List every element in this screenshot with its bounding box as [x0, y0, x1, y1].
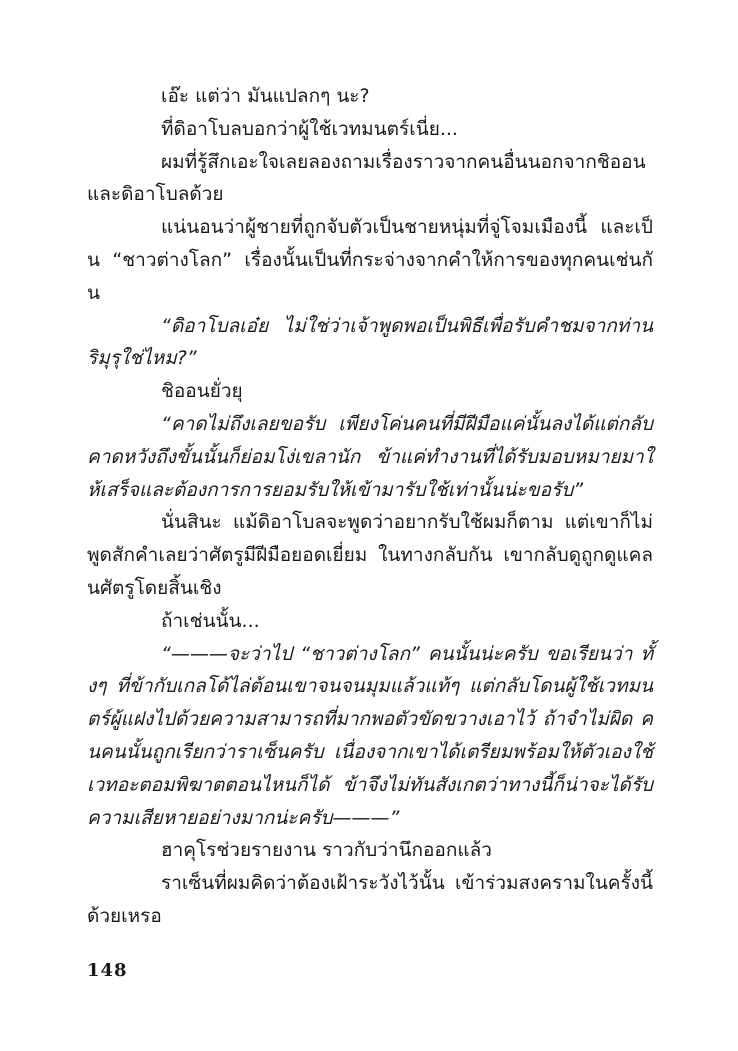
paragraph-11: ฮาคุโรช่วยรายงาน ราวกับว่านึกออกแล้ว — [161, 839, 492, 862]
paragraph-10: “———จะว่าไป “ชาวต่างโลก” คนนั้นน่ะครับ ขอเรียนว่า ทั้งๆ ที่ข้ากับเกลโด้ไล่ต้อนเขาจนจนมุมแล้วแท้ๆ แต่กลับโดนผู้ใช้เวทมนตร์ผู้แฝงไปด้วยความสามารถที่มากพอตัวขัดขวางเอาไว้ ถ้าจำไม่ผิด คนคนนั้นถูกเรียกว่าราเซ็นครับ เนื่องจากเขาได้เตรียมพร้อมให้ตัวเองใช้เวทอะตอมพิฆาตตอนไหนก็ได้ ข้าจึงไม่ทันสังเกตว่าทางนี้ก็น่าจะได้รับความเสียหายอย่างมากน่ะครับ———” — [87, 642, 653, 829]
paragraph-9: ถ้าเช่นนั้น... — [161, 609, 260, 632]
paragraph-5: “ดิอาโบลเอ๋ย ไม่ใช่ว่าเจ้าพูดพอเป็นพิธีเพื่อรับคำชมจากท่านริมุรุใช่ไหม?” — [87, 314, 653, 370]
paragraph-2: ที่ดิอาโบลบอกว่าผู้ใช้เวทมนตร์เนี่ย... — [161, 117, 458, 140]
paragraph-4: แน่นอนว่าผู้ชายที่ถูกจับตัวเป็นชายหนุ่มที่จู่โจมเมืองนี้ และเป็น “ชาวต่างโลก” เรื่องนั้นเป็นที่กระจ่างจากคำให้การของทุกคนเช่นกัน — [87, 216, 653, 304]
paragraph-12: ราเซ็นที่ผมคิดว่าต้องเฝ้าระวังไว้นั้น เข้าร่วมสงครามในครั้งนี้ด้วยเหรอ — [87, 872, 653, 927]
paragraph-6: ชิออนยั่วยุ — [161, 380, 243, 403]
paragraph-3: ผมที่รู้สึกเอะใจเลยลองถามเรื่องราวจากคนอื่นนอกจากชิออนและดิอาโบลด้วย — [87, 150, 646, 206]
paragraph-7: “คาดไม่ถึงเลยขอรับ เพียงโค่นคนที่มีฝีมือแค่นั้นลงได้แต่กลับคาดหวังถึงขั้นนั้นก็ย่อมโง่เขลานัก ข้าแค่ทำงานที่ได้รับมอบหมายมาให้เสร็จและต้องการการยอมรับให้เข้ามารับใช้เท่านั้นน่ะขอรับ” — [87, 412, 653, 501]
page-number: 148 — [87, 960, 128, 981]
paragraph-1: เอ๊ะ แต่ว่า มันแปลกๆ นะ? — [161, 85, 370, 107]
body-text — [87, 80, 653, 933]
paragraph-8: นั่นสินะ แม้ดิอาโบลจะพูดว่าอยากรับใช้ผมก็ตาม แต่เขาก็ไม่พูดสักคำเลยว่าศัตรูมีฝีมือยอดเยี่ยม ในทางกลับกัน เขากลับดูถูกดูแคลนศัตรูโดยสิ้นเชิง — [87, 511, 653, 599]
